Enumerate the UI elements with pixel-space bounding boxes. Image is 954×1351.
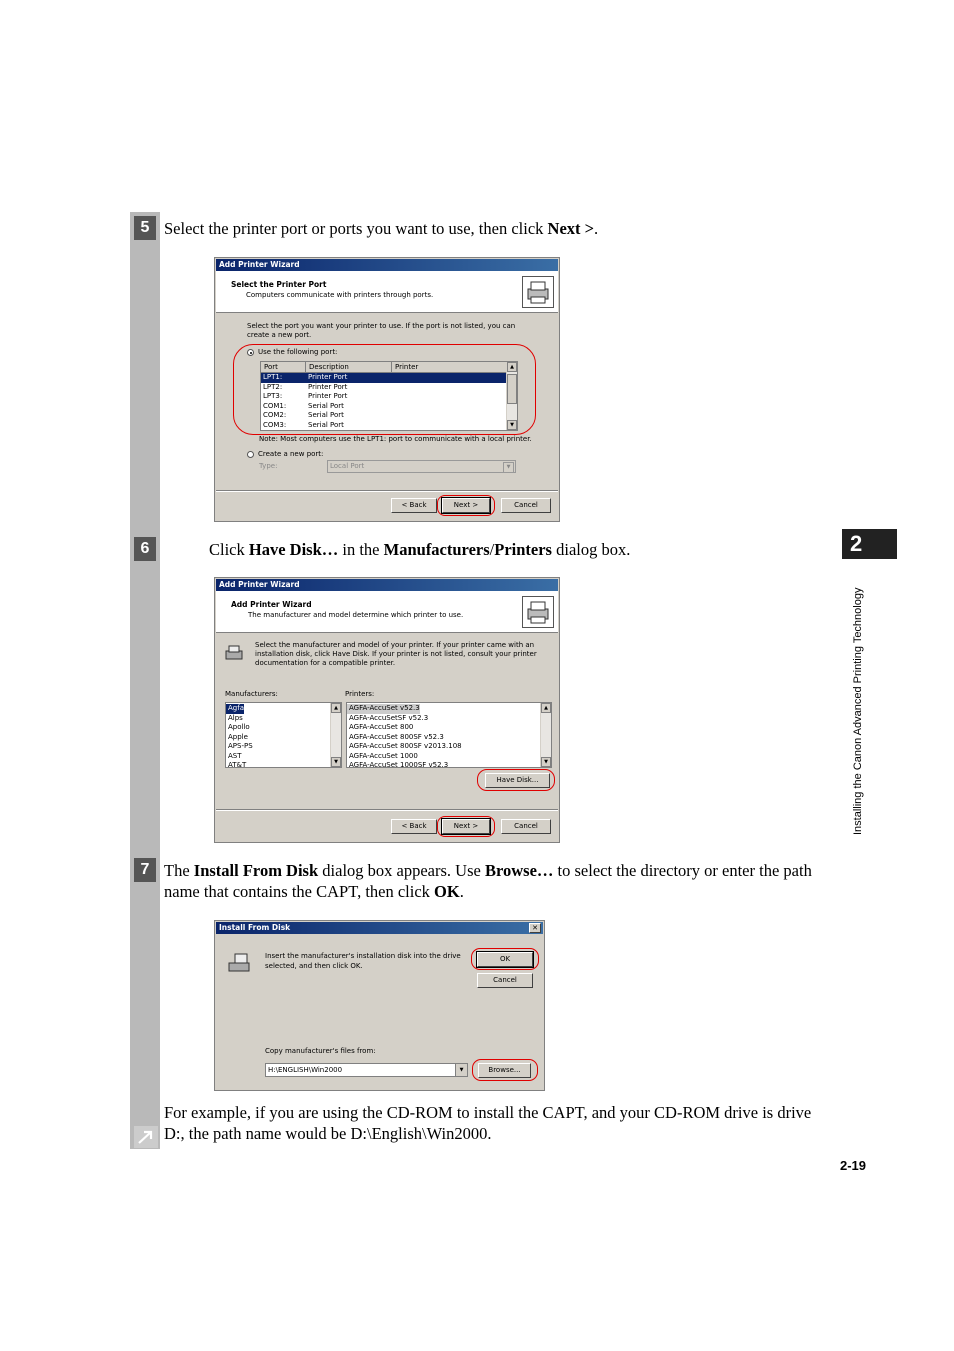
port-note: Note: Most computers use the LPT1: port to communicate with a local printer.	[259, 435, 532, 443]
manufacturers-scrollbar[interactable]	[330, 703, 341, 767]
scroll-up-icon[interactable]: ▲	[541, 703, 551, 713]
back-button[interactable]: < Back	[391, 498, 437, 513]
highlight-ring	[472, 1059, 538, 1081]
port-row[interactable]: COM2: Serial Port	[263, 411, 344, 419]
scroll-down-icon[interactable]: ▼	[541, 757, 551, 767]
wizard-header	[216, 591, 558, 633]
wizard-subheading: The manufacturer and model determine which printer to use.	[248, 611, 464, 619]
install-from-disk-dialog	[214, 920, 545, 1091]
manufacturer-item[interactable]: APS-PS	[228, 742, 253, 750]
close-icon[interactable]: ✕	[529, 923, 541, 933]
printer-item[interactable]: AGFA-AccuSet 800SF v2013.108	[349, 742, 462, 750]
printer-disk-icon	[223, 642, 245, 664]
add-printer-wizard-manufacturer-dialog	[214, 577, 560, 843]
have-disk-button[interactable]: Have Disk...	[485, 773, 550, 788]
cancel-button[interactable]: Cancel	[501, 498, 551, 513]
col-printer[interactable]: Printer	[392, 362, 507, 372]
step-6-text: Click Have Disk… in the Manufacturers/Printers dialog box.	[209, 540, 631, 559]
port-row[interactable]: COM3: Serial Port	[263, 420, 344, 429]
printer-item[interactable]: AGFA-AccuSet 1000SF v52.3	[349, 761, 449, 768]
printer-item[interactable]: AGFA-AccuSet 800	[349, 723, 414, 731]
ok-button[interactable]: OK	[477, 952, 533, 967]
step-5-text: Select the printer port or ports you want to use, then click Next >.	[164, 219, 599, 238]
col-port[interactable]: Port	[261, 362, 306, 372]
cancel-button[interactable]: Cancel	[477, 973, 533, 988]
scroll-down-icon[interactable]: ▼	[331, 757, 341, 767]
copy-from-label: Copy manufacturer's files from:	[265, 1047, 376, 1055]
manufacturer-item[interactable]: Apple	[228, 732, 248, 741]
printer-item[interactable]: AGFA-AccuSet v52.3	[349, 704, 420, 712]
step-7-text: The Install From Disk dialog box appears. Use Browse… to select the directory or enter the path name that contains the CAPT, then click OK.	[164, 861, 812, 901]
separator	[216, 809, 558, 811]
manufacturer-item[interactable]: AT&T	[228, 761, 247, 768]
dialog-titlebar: Add Printer Wizard	[216, 259, 558, 271]
highlight-ring	[233, 344, 536, 435]
next-button[interactable]: Next >	[442, 819, 490, 834]
dropdown-arrow-icon[interactable]: ▼	[455, 1064, 467, 1076]
chapter-title: Installing the Canon Advanced Printing Technology	[852, 587, 864, 835]
step-number-6: 6	[134, 537, 156, 561]
create-port-label: Create a new port:	[258, 450, 324, 458]
port-type-select[interactable]: Local Port ▼	[327, 460, 516, 473]
manufacturer-item[interactable]: Apollo	[228, 723, 250, 731]
step-number-5: 5	[134, 216, 156, 240]
highlight-ring	[477, 769, 555, 791]
highlight-ring	[437, 816, 495, 837]
scroll-up-icon[interactable]: ▲	[331, 703, 341, 713]
step-sidebar	[130, 212, 160, 1149]
wizard-heading: Select the Printer Port	[231, 280, 327, 289]
scroll-up-icon[interactable]: ▲	[507, 362, 517, 372]
dialog-titlebar: Install From Disk	[216, 922, 543, 934]
back-button[interactable]: < Back	[391, 819, 437, 834]
chapter-number: 2	[842, 529, 897, 559]
col-description[interactable]: Description	[306, 362, 392, 372]
port-row[interactable]: LPT3: Printer Port	[263, 392, 348, 400]
printers-label: Printers:	[345, 690, 375, 698]
printer-item[interactable]: AGFA-AccuSet 800SF v52.3	[349, 732, 444, 741]
manufacturer-instruction: Select the manufacturer and model of your printer. If your printer came with an installation disk, click Have Disk. If your printer is not listed, consult your printer documentation for a compatible printer.	[255, 641, 537, 667]
wizard-header	[216, 271, 558, 313]
path-combobox[interactable]: H:\ENGLISH\Win2000 ▼	[265, 1063, 468, 1077]
manufacturer-item[interactable]: AST	[228, 751, 242, 760]
create-port-radio[interactable]	[247, 451, 254, 458]
cancel-button[interactable]: Cancel	[501, 819, 551, 834]
printer-item[interactable]: AGFA-AccuSet 1000	[349, 751, 418, 760]
printer-icon	[522, 276, 554, 308]
port-instruction: Select the port you want your printer to use. If the port is not listed, you can create a new port.	[247, 322, 516, 339]
scroll-down-icon[interactable]: ▼	[507, 420, 517, 430]
add-printer-wizard-port-dialog	[214, 257, 560, 522]
printer-item[interactable]: AGFA-AccuSetSF v52.3	[349, 713, 429, 722]
note-text: For example, if you are using the CD-ROM to install the CAPT, and your CD-ROM drive is drive D:, the path name would be D:\English\Win2000.	[164, 1103, 812, 1143]
manufacturer-item[interactable]: Alps	[228, 713, 243, 722]
wizard-heading: Add Printer Wizard	[231, 600, 312, 609]
disk-drive-icon	[227, 951, 253, 975]
manufacturers-label: Manufacturers:	[225, 690, 278, 698]
printers-list[interactable]	[346, 702, 552, 768]
browse-button[interactable]: Browse...	[478, 1063, 531, 1078]
wizard-subheading: Computers communicate with printers through ports.	[246, 291, 434, 299]
port-row[interactable]: COM1: Serial Port	[263, 401, 344, 410]
step-number-7: 7	[134, 858, 156, 882]
dropdown-arrow-icon: ▼	[503, 462, 514, 473]
manufacturers-list[interactable]	[225, 702, 342, 768]
note-arrow-icon	[134, 1126, 158, 1148]
page-number: 2-19	[840, 1158, 867, 1173]
dialog-titlebar: Add Printer Wizard	[216, 579, 558, 591]
manufacturer-item[interactable]: Agfa	[228, 704, 244, 712]
printer-icon	[522, 596, 554, 628]
port-row[interactable]: LPT2: Printer Port	[263, 382, 348, 391]
separator	[216, 490, 558, 492]
highlight-ring	[437, 495, 495, 516]
use-port-label: Use the following port:	[258, 348, 338, 356]
highlight-ring	[471, 948, 539, 970]
type-label: Type:	[259, 462, 278, 470]
disk-message: Insert the manufacturer's installation disk into the drive selected, and then click OK.	[265, 952, 461, 970]
next-button[interactable]: Next >	[442, 498, 490, 513]
printers-scrollbar[interactable]	[540, 703, 551, 767]
port-row[interactable]: LPT1: Printer Port	[261, 373, 507, 383]
